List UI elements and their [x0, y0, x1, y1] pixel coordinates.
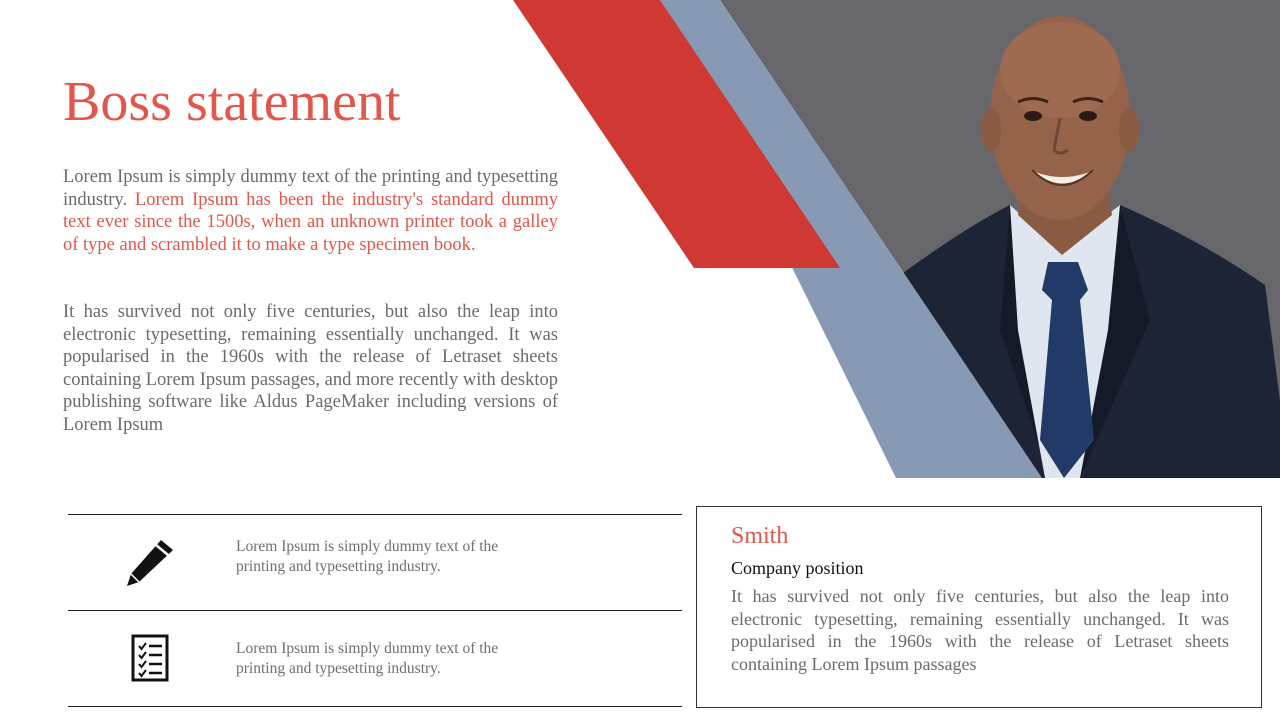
feature-text: Lorem Ipsum is simply dummy text of the printing and typesetting industry.: [236, 640, 499, 677]
profile-position: Company position: [731, 558, 864, 578]
divider-middle: [68, 610, 682, 611]
feature-text: Lorem Ipsum is simply dummy text of the printing and typesetting industry.: [236, 538, 499, 575]
page-title: Boss statement: [63, 71, 401, 133]
intro-plain-text: Lorem Ipsum is simply dummy text of the printing and typesetting industry.: [63, 167, 558, 210]
body-paragraph: It has survived not only five centuries, but also the leap into electronic typesetting, remaining essentially unchanged. It was popularised in the 1960s with the release of Letraset sheets containing Lorem Ipsum passages, and more recently with desktop publishing software like Aldus PageMaker including versions of Lorem Ipsum: [63, 302, 558, 435]
divider-top: [68, 514, 682, 515]
profile-card: [696, 506, 1262, 708]
profile-description: It has survived not only five centuries, but also the leap into electronic typesetting, remaining essentially unchanged. It was popularised in the 1960s with the release of Letraset sheets containing Lorem Ipsum passages: [731, 586, 1229, 674]
pencil-icon: [124, 538, 176, 588]
profile-name: Smith: [731, 523, 789, 549]
intro-highlight-text: Lorem Ipsum has been the industry's standard dummy text ever since the 1500s, when an unknown printer took a galley of type and scrambled it to make a type specimen book.: [63, 189, 558, 255]
intro-paragraph: [63, 166, 558, 256]
checklist-icon: [130, 633, 170, 683]
divider-bottom: [68, 706, 682, 707]
